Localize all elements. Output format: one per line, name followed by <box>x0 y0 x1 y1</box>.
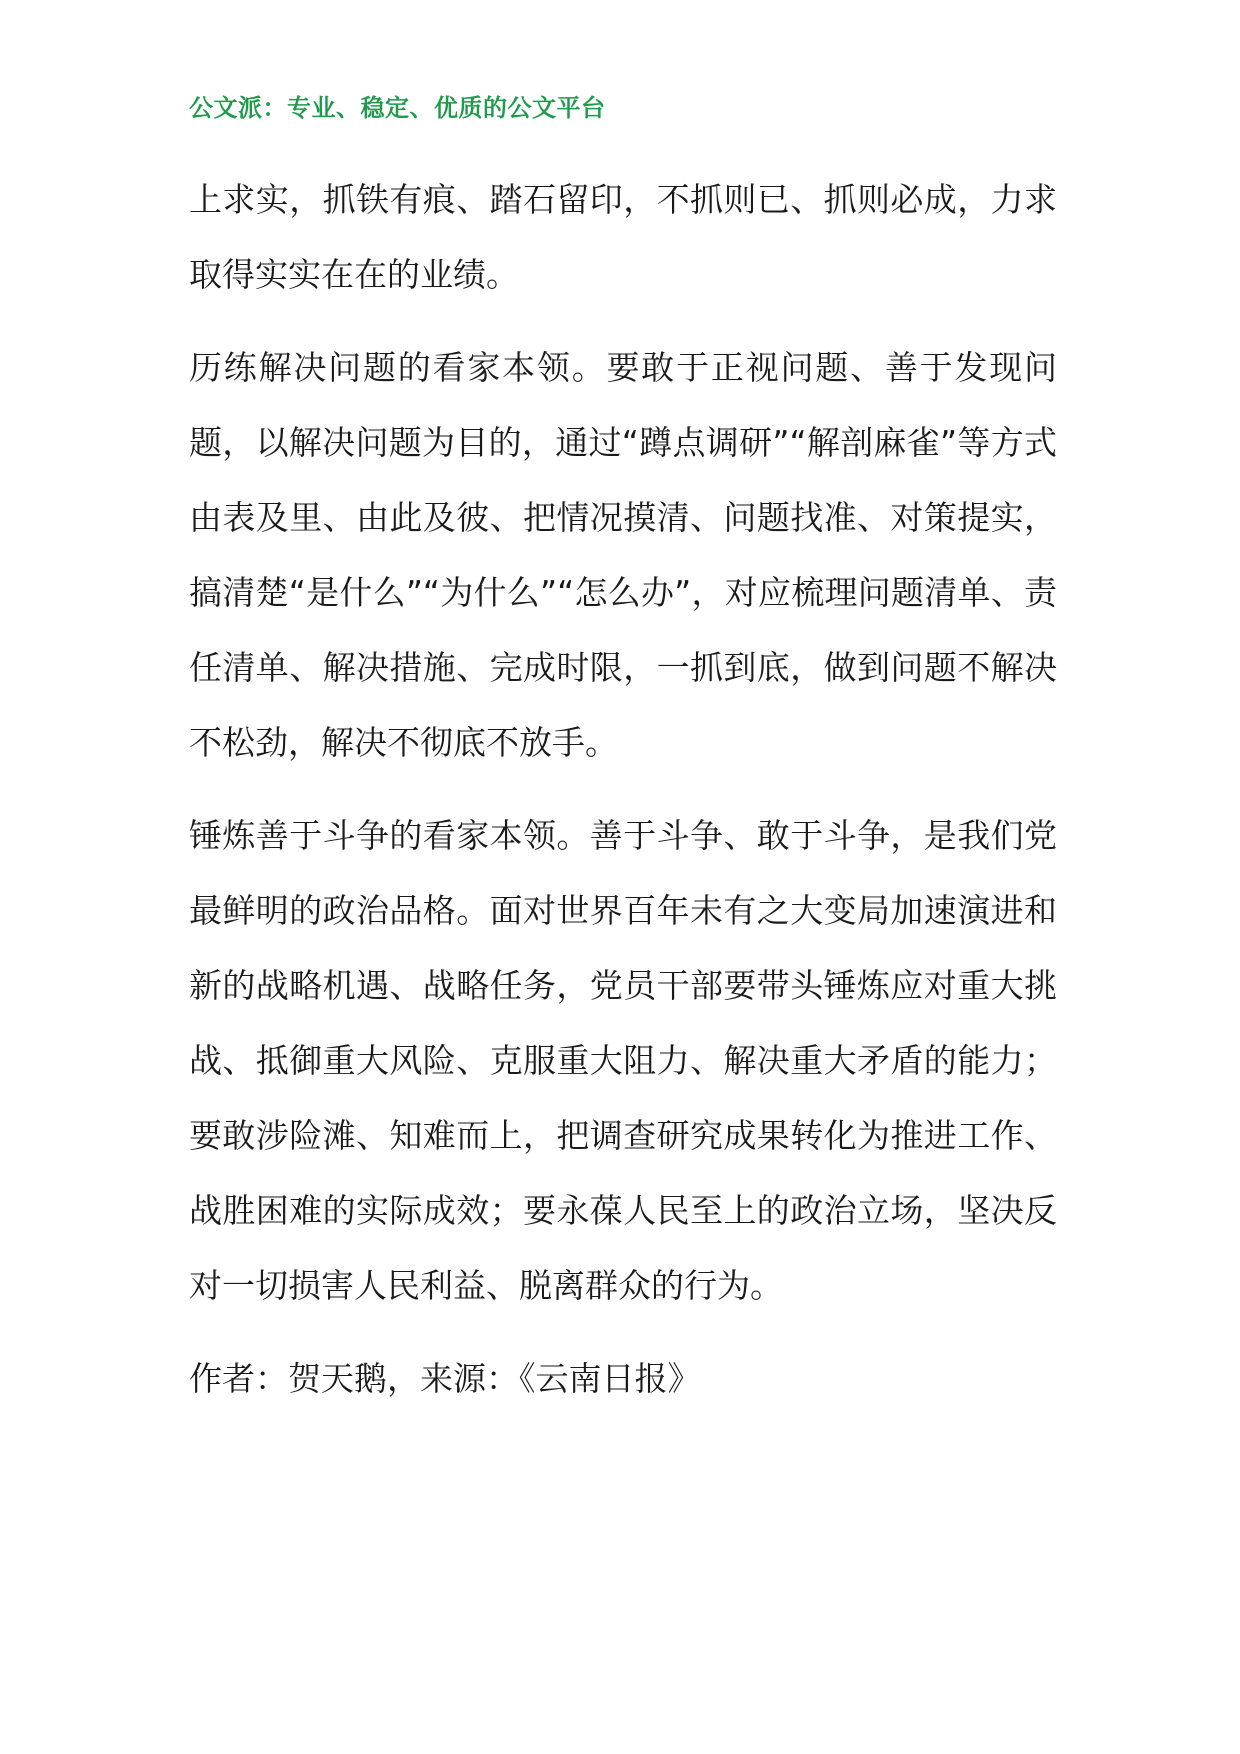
brand-header: 公文派：专业、稳定、优质的公文平台 <box>189 94 606 122</box>
paragraph-2: 历练解决问题的看家本领。要敢于正视问题、善于发现问题，以解决问题为目的，通过“蹲点调研”“解剖麻雀”等方式由表及里、由此及彼、把情况摸清、问题找准、对策提实，搞清楚“是什么”“为什么”“怎么办”，对应梳理问题清单、责任清单、解决措施、完成时限，一抓到底，做到问题不解决不松劲，解决不彻底不放手。 <box>189 348 1057 762</box>
author-source-line: 作者：贺天鹅，来源：《云南日报》 <box>189 1359 701 1398</box>
paragraph-3: 锤炼善于斗争的看家本领。善于斗争、敢于斗争，是我们党最鲜明的政治品格。面对世界百年未有之大变局加速演进和新的战略机遇、战略任务，党员干部要带头锤炼应对重大挑战、抵御重大风险、克服重大阻力、解决重大矛盾的能力；要敢涉险滩、知难而上，把调查研究成果转化为推进工作、战胜困难的实际成效；要永葆人民至上的政治立场，坚决反对一切损害人民利益、脱离群众的行为。 <box>189 816 1057 1305</box>
paragraph-1: 上求实，抓铁有痕、踏石留印，不抓则已、抓则必成，力求取得实实在在的业绩。 <box>189 180 1057 294</box>
article-body <box>189 162 1057 1416</box>
